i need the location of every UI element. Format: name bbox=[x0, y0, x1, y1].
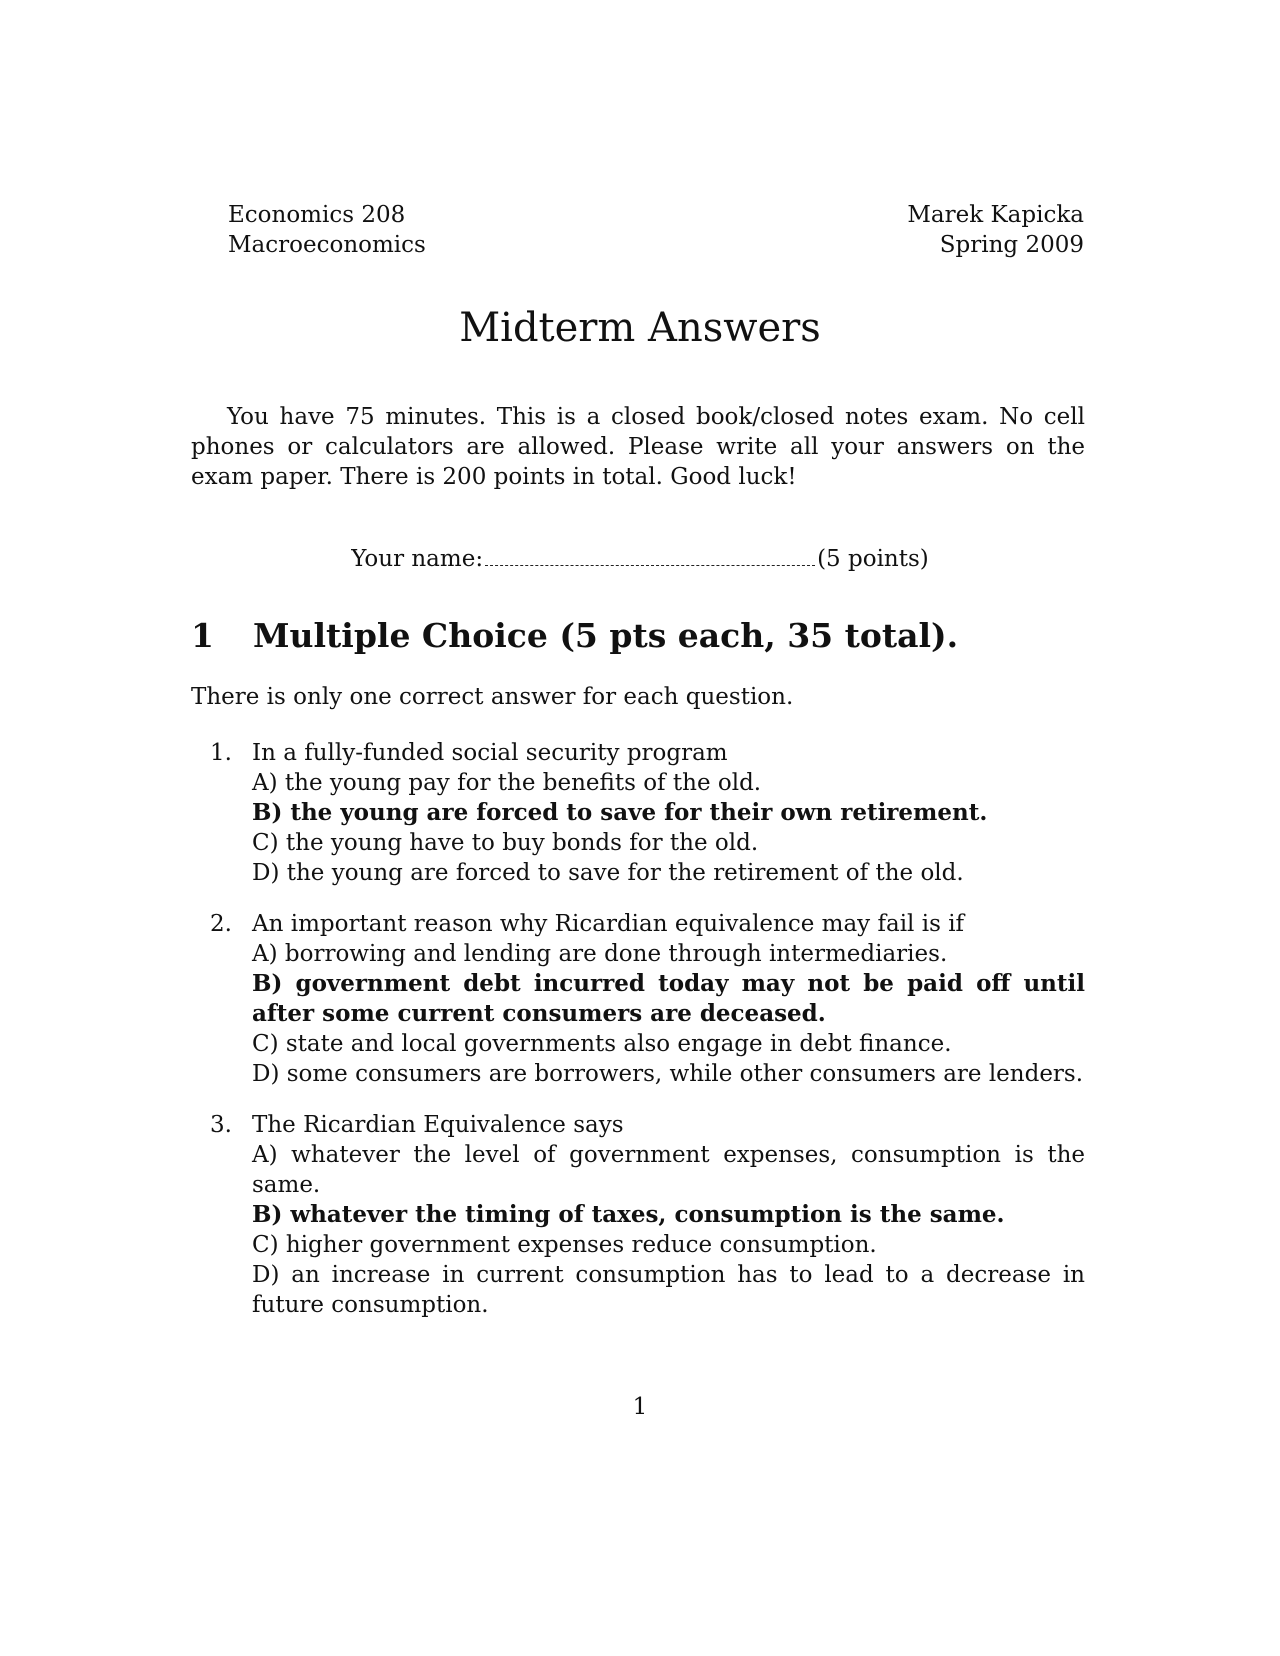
option-d: D) some consumers are borrowers, while other consumers are lenders. bbox=[252, 1061, 1084, 1087]
question-1 bbox=[210, 738, 1085, 888]
question-2 bbox=[210, 909, 1085, 1089]
question-stem: The Ricardian Equivalence says bbox=[252, 1112, 624, 1138]
option-c: C) state and local governments also engage in debt finance. bbox=[252, 1031, 952, 1057]
question-stem: An important reason why Ricardian equivalence may fail is if bbox=[252, 911, 965, 937]
option-b-correct: B) the young are forced to save for their own retirement. bbox=[252, 799, 988, 826]
section-title: Multiple Choice (5 pts each, 35 total). bbox=[253, 616, 959, 655]
name-field-row bbox=[0, 543, 1280, 574]
course-header bbox=[228, 200, 426, 260]
name-label: Your name: bbox=[351, 546, 484, 572]
question-number: 3. bbox=[210, 1112, 232, 1138]
name-points: (5 points) bbox=[817, 546, 929, 572]
exam-instructions: You have 75 minutes. This is a closed book/closed notes exam. No cell phones or calculators are allowed. Please write all your answers on the exam paper. There is 200 points in total. Good luck! bbox=[191, 404, 1085, 490]
term: Spring 2009 bbox=[939, 232, 1084, 258]
section-instructions: There is only one correct answer for each question. bbox=[191, 684, 794, 710]
question-3 bbox=[210, 1110, 1085, 1320]
course-subject: Macroeconomics bbox=[228, 232, 426, 258]
option-b-correct: B) whatever the timing of taxes, consumption is the same. bbox=[252, 1201, 1005, 1228]
option-a: A) the young pay for the benefits of the old. bbox=[252, 770, 762, 796]
section-heading bbox=[191, 614, 958, 658]
option-c: C) the young have to buy bonds for the old. bbox=[252, 830, 759, 856]
option-d: D) an increase in current consumption has to lead to a decrease in future consumption. bbox=[252, 1262, 1085, 1318]
option-a: A) whatever the level of government expenses, consumption is the same. bbox=[252, 1142, 1085, 1198]
section-number: 1 bbox=[191, 616, 214, 655]
page-number: 1 bbox=[632, 1394, 648, 1420]
option-d: D) the young are forced to save for the retirement of the old. bbox=[252, 860, 964, 886]
instructor-header bbox=[907, 200, 1084, 260]
question-number: 1. bbox=[210, 740, 232, 766]
option-a: A) borrowing and lending are done through intermediaries. bbox=[252, 941, 948, 967]
course-code: Economics 208 bbox=[228, 202, 406, 228]
instructor-name: Marek Kapicka bbox=[907, 202, 1084, 228]
name-blank bbox=[485, 543, 815, 566]
question-stem: In a fully-funded social security program bbox=[252, 740, 728, 766]
option-b-correct: B) government debt incurred today may not be paid off until after some current consumers are deceased. bbox=[252, 970, 1085, 1027]
question-number: 2. bbox=[210, 911, 232, 937]
page-title: Midterm Answers bbox=[459, 305, 821, 351]
question-list bbox=[210, 738, 1085, 1341]
option-c: C) higher government expenses reduce consumption. bbox=[252, 1232, 877, 1258]
